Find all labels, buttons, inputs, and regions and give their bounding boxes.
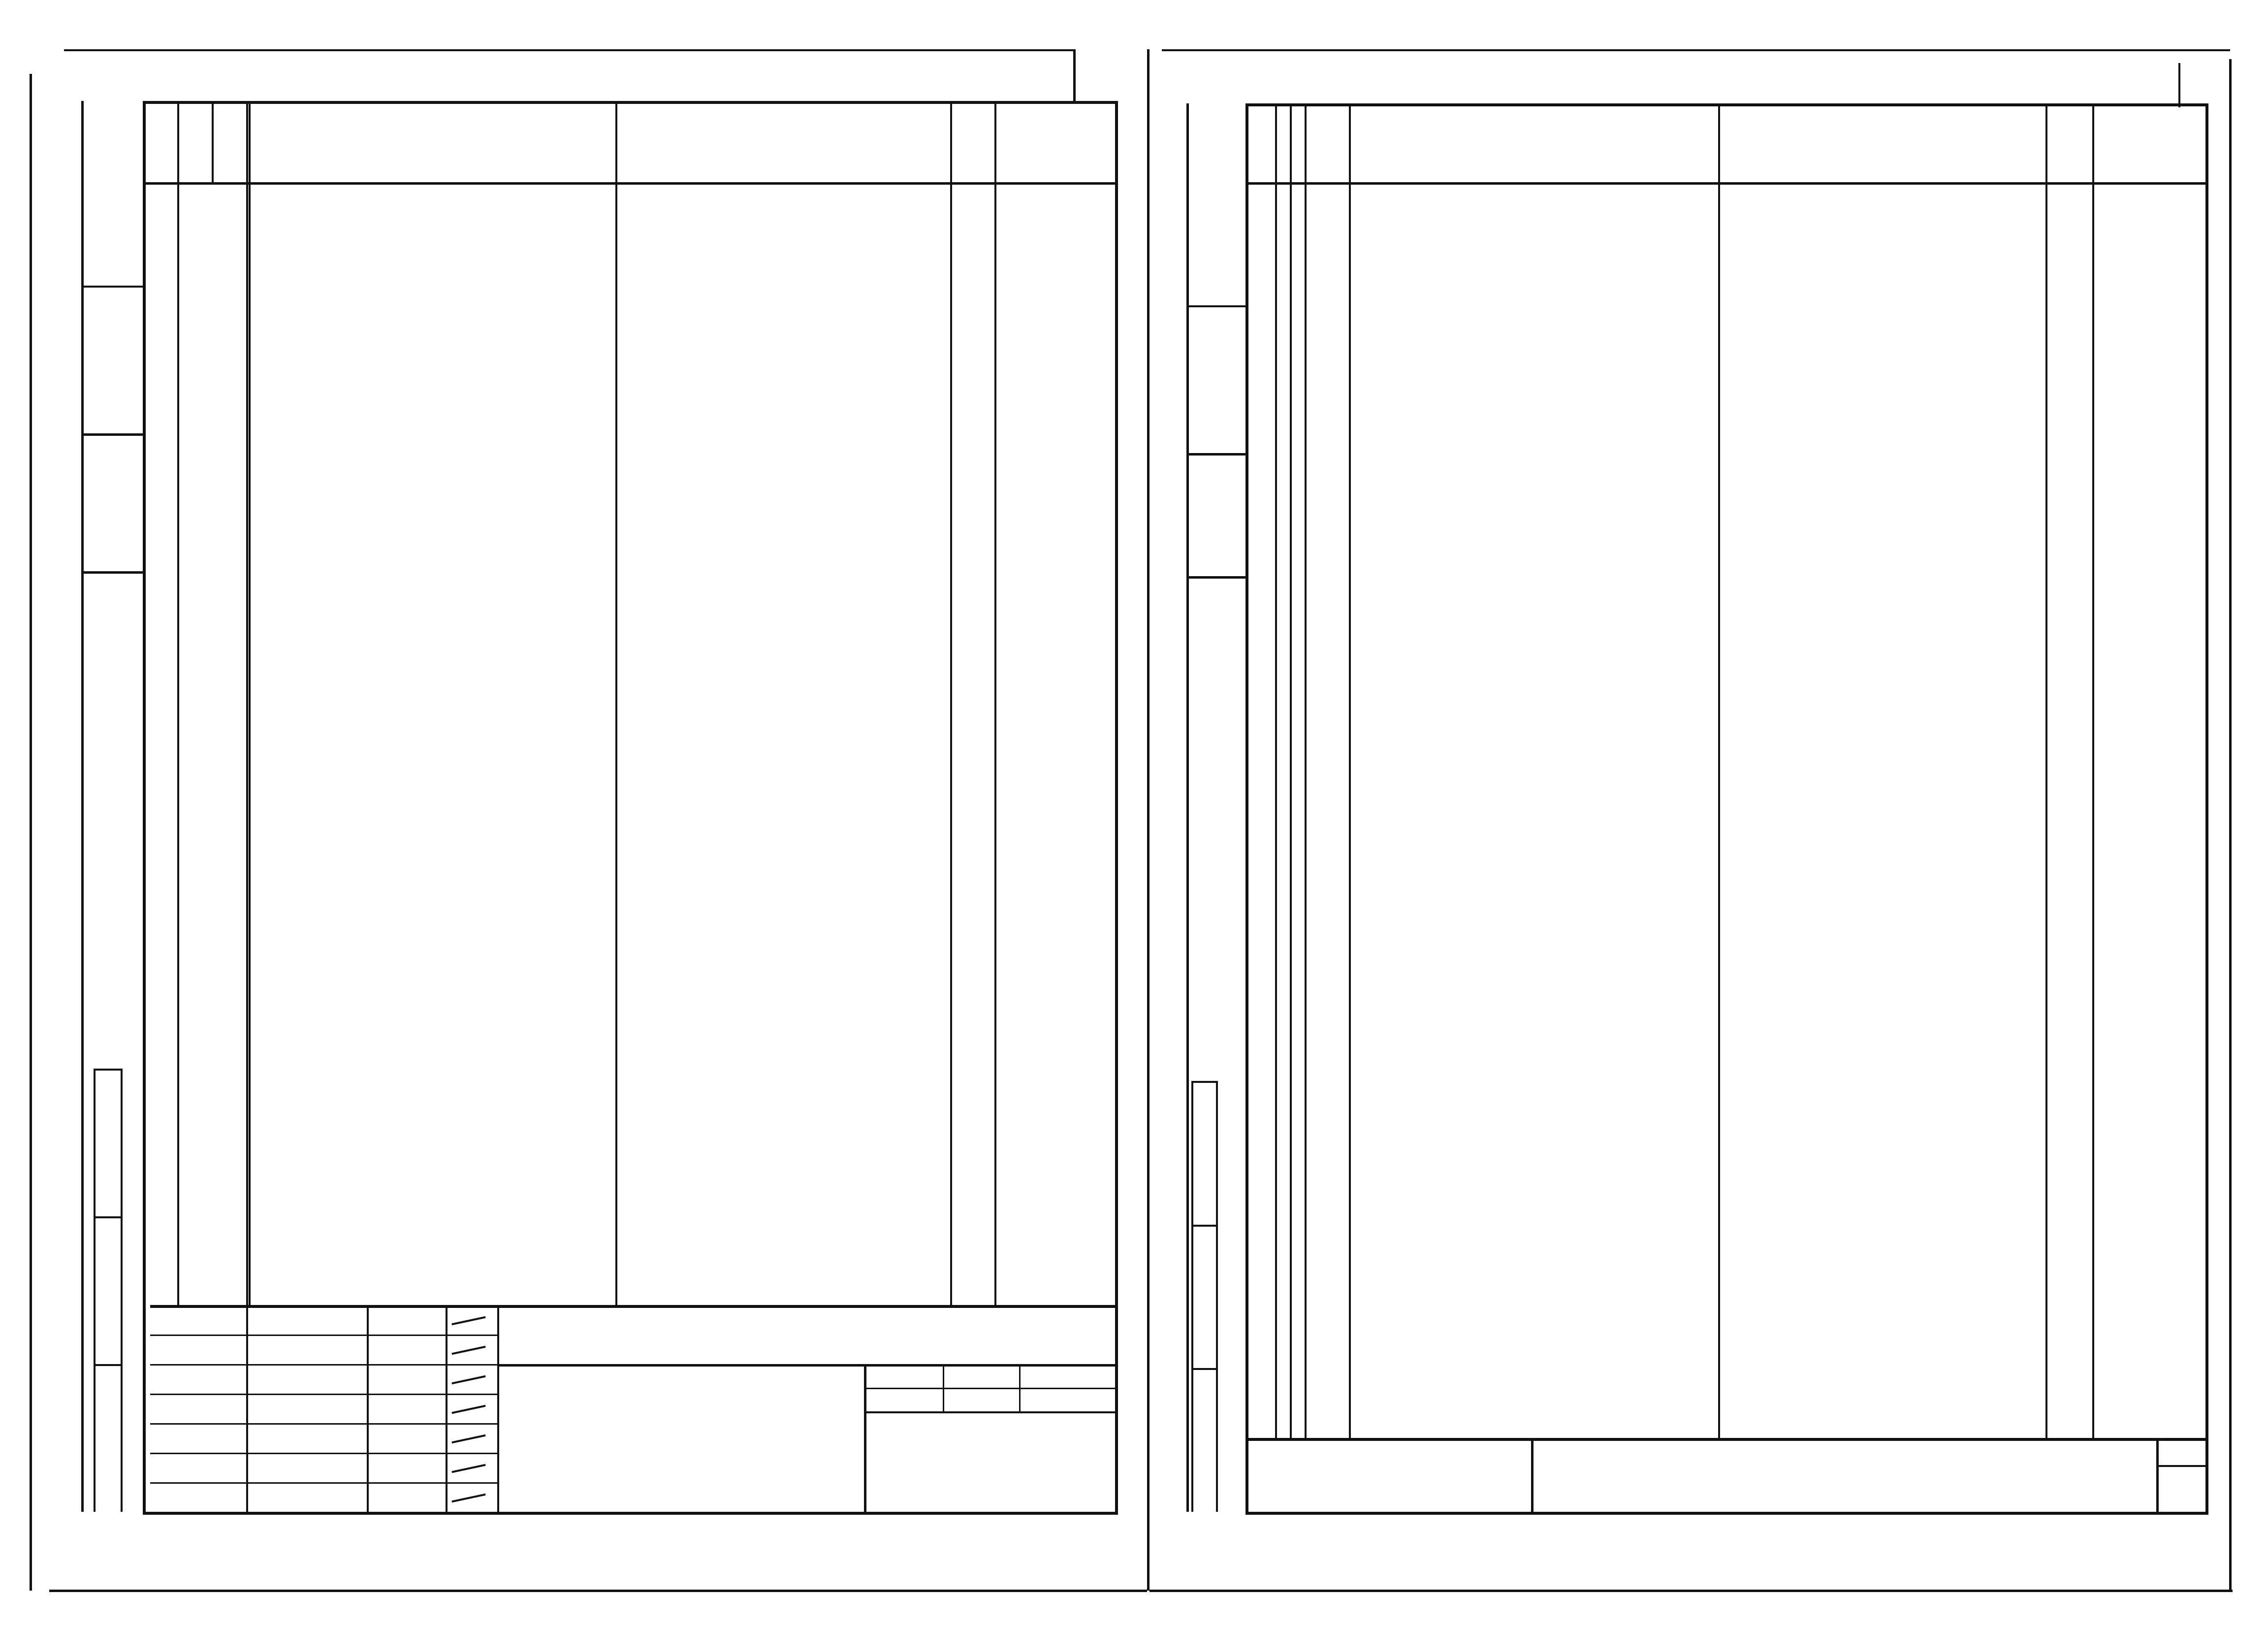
title-block-column (367, 1305, 369, 1512)
right-sheet-column-line (1290, 103, 1292, 1438)
left-sheet-margin-line (81, 101, 84, 1512)
right-sheet-column-line (1305, 103, 1307, 1438)
title-block-row (150, 1364, 497, 1366)
left-sheet-frame-top (143, 101, 1118, 104)
title-block-column (446, 1305, 447, 1512)
right-sheet-stamp-rule (1191, 1225, 1216, 1227)
center-fold-line (1147, 49, 1150, 1591)
right-sheet-column-line (1275, 103, 1277, 1438)
right-sheet-stamp-line (1216, 1081, 1218, 1512)
title-block-divider (497, 1364, 1115, 1367)
right-sheet-frame-bottom (1246, 1512, 2208, 1515)
stage-column (1019, 1364, 1021, 1411)
top-edge-left (64, 49, 1073, 51)
left-page-edge (30, 74, 32, 1591)
left-sheet-margin-rule (81, 433, 143, 436)
signature-scribble (451, 1434, 485, 1443)
title-block-row (150, 1482, 497, 1484)
title-block-row (150, 1394, 497, 1395)
left-sheet-stamp-rule (94, 1216, 121, 1218)
left-sheet-margin-rule (81, 571, 143, 574)
signature-scribble (451, 1405, 485, 1414)
right-sheet-margin-rule (1186, 305, 1246, 307)
left-sheet-stamp-line (94, 1069, 96, 1512)
left-zone-column-line (212, 101, 214, 182)
right-sheet-margin-line (1186, 103, 1189, 1512)
title-block-top (1246, 1438, 2205, 1441)
title-block-row (150, 1453, 497, 1454)
left-sheet-frame-left (143, 101, 146, 1512)
signature-scribble (451, 1346, 485, 1355)
title-block-column (497, 1305, 499, 1512)
signature-scribble (451, 1464, 485, 1473)
left-sheet-column-line (950, 101, 952, 1305)
right-sheet-column-line (1718, 103, 1720, 1438)
title-block-column (246, 1305, 248, 1512)
bottom-edge-left (49, 1590, 1147, 1592)
left-sheet-margin-rule (81, 286, 143, 288)
left-sheet-column-line (615, 101, 617, 1305)
left-sheet-column-line (246, 101, 248, 1305)
title-block-top (150, 1305, 1115, 1308)
right-sheet-stamp-rule (1191, 1368, 1216, 1370)
title-block-row (150, 1423, 497, 1425)
left-sheet-column-line (177, 101, 179, 1305)
right-sheet-margin-rule (1186, 453, 1246, 456)
left-top-tick (1073, 49, 1076, 103)
right-sheet-stamp-line (1191, 1081, 1193, 1512)
stage-row (864, 1411, 1115, 1413)
top-edge-right (1162, 49, 2230, 51)
signature-scribble (451, 1316, 485, 1325)
left-sheet-stamp-line (121, 1069, 123, 1512)
title-block-column (1531, 1438, 1533, 1512)
signature-scribble (451, 1494, 485, 1502)
signature-scribble (451, 1375, 485, 1384)
right-sheet-margin-rule (1186, 576, 1246, 579)
stage-column (943, 1364, 944, 1411)
right-sheet-stamp-rule (1191, 1081, 1216, 1083)
left-zone-column-line (177, 101, 179, 182)
title-block-column (2156, 1438, 2159, 1512)
title-block-row (150, 1335, 497, 1336)
left-sheet-column-line (249, 101, 251, 1305)
right-page-edge (2229, 59, 2232, 1591)
title-block-column (864, 1364, 866, 1512)
title-block-row (2156, 1465, 2205, 1467)
left-sheet-frame-bottom (143, 1512, 1118, 1515)
right-sheet-column-line (2092, 103, 2094, 1438)
left-sheet-header-line (143, 182, 1115, 185)
left-sheet-stamp-rule (94, 1364, 121, 1366)
right-sheet-frame-right (2205, 103, 2208, 1512)
left-sheet-stamp-rule (94, 1069, 121, 1071)
stage-row (864, 1388, 1115, 1389)
right-sheet-frame-left (1246, 103, 1248, 1512)
left-sheet-column-line (994, 101, 996, 1305)
right-sheet-header-line (1246, 182, 2205, 185)
page-number-box-line (2178, 63, 2180, 107)
right-sheet-frame-top (1246, 103, 2208, 106)
right-sheet-column-line (2045, 103, 2047, 1438)
left-sheet-frame-right (1115, 101, 1118, 1512)
bottom-edge-right (1150, 1590, 2233, 1592)
right-sheet-column-line (1349, 103, 1351, 1438)
